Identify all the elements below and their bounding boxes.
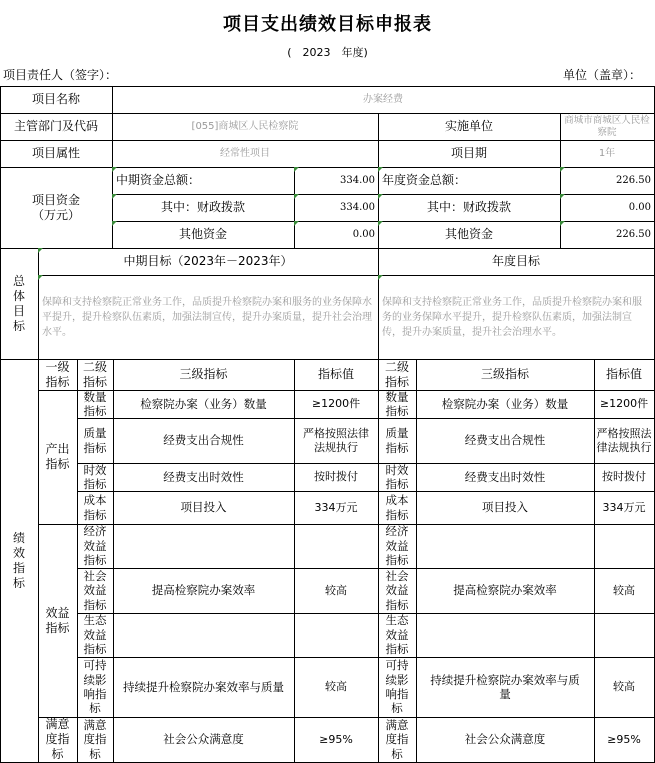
indicator-lvl2-year: 满意 度指 标 [378,717,417,763]
funds-label: 项目资金 （万元） [0,167,113,249]
header-value-year: 指标值 [594,359,655,391]
indicator-lvl3-mid: 社会公众满意度 [113,717,295,763]
indicator-lvl2-year: 成本 指标 [378,491,417,525]
indicator-value-year [594,613,655,658]
project-period-value: 1年 [560,140,655,168]
project-attr-label: 项目属性 [0,140,113,168]
indicator-lvl3-mid: 检察院办案（业务）数量 [113,390,295,419]
indicator-lvl3-year: 社会公众满意度 [416,717,595,763]
year-fin-label: 其中：财政拨款 [378,194,561,222]
indicator-value-year: 较高 [594,568,655,614]
mid-goal-header: 中期目标（2023年－2023年） [38,248,379,276]
header-lvl1: 一级 指标 [38,359,78,391]
indicator-value-year: 按时拨付 [594,463,655,492]
indicator-value-mid: 按时拨付 [294,463,379,492]
year-fin-value: 0.00 [560,194,655,222]
mid-fin-value: 334.00 [294,194,379,222]
indicator-value-mid: 较高 [294,657,379,718]
indicator-lvl2-year: 质量 指标 [378,418,417,464]
header-lvl3-year: 三级指标 [416,359,595,391]
dept-label: 主管部门及代码 [0,113,113,141]
indicator-lvl3-mid [113,613,295,658]
year-other-label: 其他资金 [378,221,561,249]
indicator-lvl2-mid: 数量 指标 [77,390,114,419]
indicator-lvl3-year: 持续提升检察院办案效率与质 量 [416,657,595,718]
dept-value: [055]商城区人民检察院 [112,113,379,141]
indicator-lvl2-mid: 满意 度指 标 [77,717,114,763]
indicator-lvl2-year: 数量 指标 [378,390,417,419]
year-other-value: 226.50 [560,221,655,249]
indicator-lvl3-mid [113,524,295,569]
indicator-lvl2-year: 社会 效益 指标 [378,568,417,614]
indicator-lvl3-year: 检察院办案（业务）数量 [416,390,595,419]
responsible-person-label: 项目责任人（签字）： [3,68,118,82]
indicator-lvl2-mid: 时效 指标 [77,463,114,492]
mid-other-label: 其他资金 [112,221,295,249]
indicator-lvl2-year: 时效 指标 [378,463,417,492]
indicator-lvl3-year [416,613,595,658]
unit-seal-label: 单位（盖章）： [563,68,642,82]
project-period-label: 项目期 [378,140,561,168]
indicator-lvl2-mid: 生态 效益 指标 [77,613,114,658]
indicator-lvl2-mid: 经济 效益 指标 [77,524,114,569]
indicator-value-mid: ≥1200件 [294,390,379,419]
indicator-lvl3-year: 经费支出合规性 [416,418,595,464]
mid-other-value: 0.00 [294,221,379,249]
indicator-value-mid: 严格按照法律 法规执行 [294,418,379,464]
indicator-value-year: ≥95% [594,717,655,763]
indicator-value-mid [294,524,379,569]
year-goal-text: 保障和支持检察院正常业务工作，品质提升检察院办案和服务的业务保障水平提升，提升检察队伍素质，加强法制宣传，提升办案质量，提升社会治理水平。 [378,275,655,360]
indicator-value-year: 严格按照法 律法规执行 [594,418,655,464]
impl-unit-value: 商城市商城区人民检察院 [560,113,655,141]
indicator-lvl3-year: 提高检察院办案效率 [416,568,595,614]
form-year: ( 2023 年度) [287,46,368,59]
indicator-value-mid: ≥95% [294,717,379,763]
project-attr-value: 经常性项目 [112,140,379,168]
mid-fin-label: 其中：财政拨款 [112,194,295,222]
indicator-value-year [594,524,655,569]
impl-unit-label: 实施单位 [378,113,561,141]
year-total-label: 年度资金总额： [378,167,561,195]
satisfaction-indicator-label: 满意 度指 标 [38,717,78,763]
year-goal-header: 年度目标 [378,248,655,276]
overall-goal-label: 总 体 目 标 [0,248,39,360]
benefit-indicator-label: 效益 指标 [38,524,78,718]
header-value-mid: 指标值 [294,359,379,391]
indicator-value-year: 较高 [594,657,655,718]
mid-total-label: 中期资金总额： [112,167,295,195]
indicator-lvl2-year: 生态 效益 指标 [378,613,417,658]
indicator-lvl2-year: 经济 效益 指标 [378,524,417,569]
indicator-lvl3-mid: 经费支出时效性 [113,463,295,492]
header-lvl2-year: 二级 指标 [378,359,417,391]
indicator-lvl3-mid: 提高检察院办案效率 [113,568,295,614]
indicator-lvl2-mid: 社会 效益 指标 [77,568,114,614]
output-indicator-label: 产出 指标 [38,390,78,525]
perf-indicator-label: 绩 效 指 标 [0,359,39,763]
header-lvl2-mid: 二级 指标 [77,359,114,391]
mid-goal-text: 保障和支持检察院正常业务工作，品质提升检察院办案和服务的业务保障水平提升，提升检察队伍素质，加强法制宣传，提升办案质量，提升社会治理水平。 [38,275,379,360]
form-title: 项目支出绩效目标申报表 [223,14,432,35]
indicator-lvl3-year: 项目投入 [416,491,595,525]
indicator-value-year: ≥1200件 [594,390,655,419]
indicator-lvl2-year: 可持 续影 响指 标 [378,657,417,718]
indicator-lvl3-mid: 经费支出合规性 [113,418,295,464]
indicator-lvl3-year: 经费支出时效性 [416,463,595,492]
indicator-value-mid [294,613,379,658]
indicator-lvl3-mid: 项目投入 [113,491,295,525]
indicator-value-year: 334万元 [594,491,655,525]
header-lvl3-mid: 三级指标 [113,359,295,391]
indicator-lvl3-mid: 持续提升检察院办案效率与质量 [113,657,295,718]
mid-total-value: 334.00 [294,167,379,195]
indicator-lvl3-year [416,524,595,569]
project-name-label: 项目名称 [0,86,113,114]
indicator-value-mid: 较高 [294,568,379,614]
indicator-value-mid: 334万元 [294,491,379,525]
indicator-lvl2-mid: 可持 续影 响指 标 [77,657,114,718]
indicator-lvl2-mid: 质量 指标 [77,418,114,464]
project-name-value: 办案经费 [112,86,655,114]
year-total-value: 226.50 [560,167,655,195]
indicator-lvl2-mid: 成本 指标 [77,491,114,525]
